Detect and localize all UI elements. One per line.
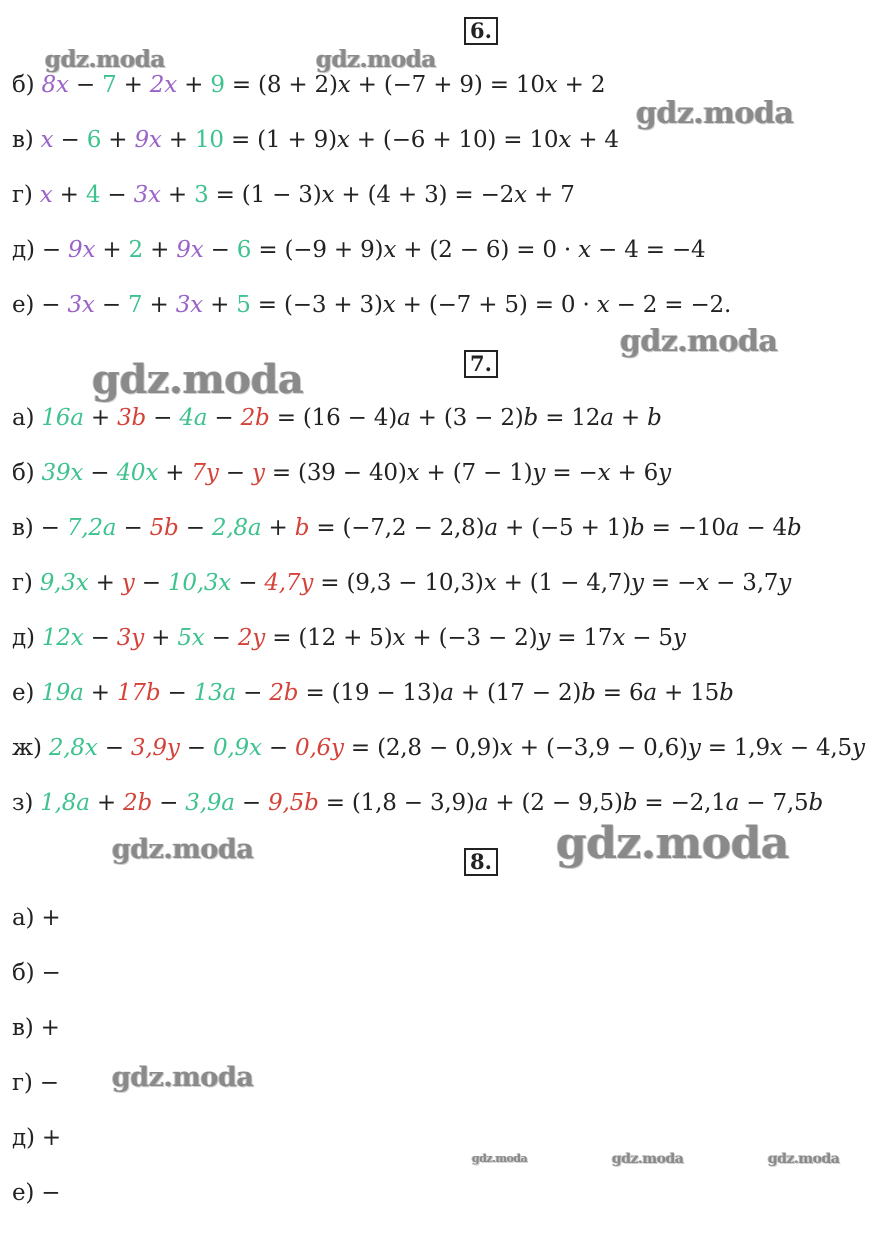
expression-term: −: [261, 735, 296, 761]
expression-term: + (−7 + 9) = 10: [350, 72, 545, 98]
expression-term: 9x: [134, 127, 162, 153]
expression-term: 7y: [191, 460, 219, 486]
expression-term: y: [631, 570, 644, 596]
expression-term: + 7: [526, 182, 575, 208]
expression-term: y: [851, 735, 865, 761]
section-8-number: 8.: [464, 848, 498, 876]
expression-term: 2: [128, 237, 143, 263]
expression-term: + (2 − 9,5): [488, 790, 623, 816]
watermark: gdz.moda: [92, 356, 304, 403]
expression-term: x: [612, 625, 626, 651]
expression-term: = (1 + 9): [223, 127, 337, 153]
expression-term: +: [52, 182, 86, 208]
expression-term: x: [382, 292, 396, 318]
solution-line: [12, 458, 671, 488]
expression-term: −: [178, 515, 212, 541]
expression-term: +: [83, 405, 118, 431]
item-label: в): [12, 127, 41, 153]
expression-term: −: [204, 625, 238, 651]
expression-term: x: [392, 625, 406, 651]
solution-line: [12, 1068, 59, 1098]
item-label: г) −: [12, 1070, 59, 1096]
expression-term: −: [100, 182, 134, 208]
expression-term: +: [89, 790, 124, 816]
expression-term: + (1 − 4,7): [496, 570, 632, 596]
section-7-number: 7.: [464, 350, 498, 378]
expression-term: = (8 + 2): [224, 72, 338, 98]
expression-term: 6: [236, 237, 252, 263]
expression-term: − 5: [625, 625, 673, 651]
expression-term: −: [53, 127, 87, 153]
item-label: з): [12, 790, 41, 816]
expression-term: = 6: [595, 680, 644, 706]
expression-term: x: [336, 127, 350, 153]
expression-term: 17b: [116, 680, 161, 706]
expression-term: = (12 + 5): [265, 625, 393, 651]
expression-term: b: [629, 515, 645, 541]
expression-term: + (2 − 6) = 0 ·: [396, 237, 579, 263]
expression-term: x: [483, 570, 497, 596]
expression-term: 2b: [240, 405, 270, 431]
expression-term: x: [406, 460, 420, 486]
expression-term: x: [596, 292, 610, 318]
expression-term: −: [179, 735, 213, 761]
expression-term: + (−3 − 2): [405, 625, 538, 651]
expression-term: − 4 = −4: [590, 237, 706, 263]
expression-term: +: [160, 182, 195, 208]
expression-term: + (−3,9 − 0,6): [512, 735, 688, 761]
expression-term: 9: [210, 72, 225, 98]
item-label: е) −: [12, 292, 68, 318]
item-label: в) −: [12, 515, 67, 541]
expression-term: + 4: [571, 127, 619, 153]
expression-term: −: [116, 515, 150, 541]
expression-term: +: [613, 405, 648, 431]
expression-term: a: [474, 790, 489, 816]
expression-term: = (−9 + 9): [251, 237, 384, 263]
expression-term: 10,3x: [167, 570, 232, 596]
solution-line: [12, 623, 686, 653]
solution-line: [12, 180, 575, 210]
expression-term: + 15: [656, 680, 720, 706]
expression-term: b: [581, 680, 596, 706]
solution-line: [12, 568, 791, 598]
expression-term: a: [725, 790, 740, 816]
expression-term: = (19 − 13): [298, 680, 441, 706]
solution-line: [12, 513, 802, 543]
expression-term: +: [88, 570, 122, 596]
watermark: gdz.moda: [768, 1151, 840, 1167]
expression-term: −: [134, 570, 168, 596]
solution-line: [12, 958, 61, 988]
watermark: gdz.moda: [112, 834, 254, 865]
expression-term: 2b: [123, 790, 152, 816]
expression-term: 7: [102, 72, 117, 98]
expression-term: 9x: [176, 237, 204, 263]
expression-term: − 7,5: [739, 790, 809, 816]
expression-term: 9x: [68, 237, 96, 263]
expression-term: = (1 − 3): [208, 182, 322, 208]
expression-term: x: [514, 182, 527, 208]
solution-line: [12, 125, 619, 155]
expression-term: +: [95, 237, 129, 263]
expression-term: x: [544, 72, 558, 98]
expression-term: −: [207, 405, 241, 431]
expression-term: = (9,3 − 10,3): [313, 570, 484, 596]
expression-term: 3x: [133, 182, 161, 208]
expression-term: 13a: [193, 680, 237, 706]
expression-term: +: [261, 515, 295, 541]
expression-term: 16a: [41, 405, 84, 431]
expression-term: y: [532, 460, 546, 486]
item-label: б): [12, 460, 42, 486]
solution-line: [12, 403, 662, 433]
expression-term: a: [725, 515, 740, 541]
expression-term: +: [177, 72, 211, 98]
expression-term: 3x: [175, 292, 203, 318]
expression-term: b: [622, 790, 638, 816]
expression-term: b: [523, 405, 539, 431]
section-6-number: 6.: [464, 17, 498, 45]
expression-term: −: [152, 790, 186, 816]
solution-line: [12, 678, 734, 708]
expression-term: − 3,7: [708, 570, 779, 596]
expression-term: y: [778, 570, 792, 596]
expression-term: + 2: [557, 72, 606, 98]
expression-term: 3y: [116, 625, 145, 651]
expression-term: y: [121, 570, 135, 596]
expression-term: + (4 + 3) = −2: [334, 182, 515, 208]
expression-term: + (−6 + 10) = 10: [349, 127, 559, 153]
expression-term: − 4,5: [782, 735, 852, 761]
expression-term: = (1,8 − 3,9): [318, 790, 475, 816]
expression-term: x: [558, 127, 572, 153]
item-label: б) −: [12, 960, 61, 986]
expression-term: y: [658, 460, 671, 486]
expression-term: −: [218, 460, 252, 486]
watermark: gdz.moda: [556, 818, 790, 869]
expression-term: = 1,9: [700, 735, 770, 761]
expression-term: x: [578, 237, 591, 263]
expression-term: 5b: [149, 515, 179, 541]
watermark: gdz.moda: [620, 324, 778, 359]
expression-term: = (−3 + 3): [250, 292, 383, 318]
expression-term: 7: [128, 292, 143, 318]
expression-term: −: [231, 570, 265, 596]
expression-term: = −10: [644, 515, 726, 541]
expression-term: +: [142, 292, 176, 318]
solution-line: [12, 1123, 61, 1153]
expression-term: −: [68, 72, 103, 98]
item-label: е) −: [12, 1180, 61, 1206]
expression-term: x: [696, 570, 709, 596]
expression-term: b: [294, 515, 310, 541]
expression-term: + (7 − 1): [419, 460, 533, 486]
expression-term: +: [101, 127, 135, 153]
item-label: ж): [12, 735, 49, 761]
expression-term: 5x: [177, 625, 205, 651]
expression-term: a: [397, 405, 411, 431]
expression-term: x: [499, 735, 513, 761]
expression-term: +: [202, 292, 237, 318]
expression-term: 2b: [269, 680, 299, 706]
expression-term: 8x: [41, 72, 69, 98]
expression-term: −: [203, 237, 237, 263]
watermark: gdz.moda: [472, 1152, 528, 1165]
expression-term: y: [672, 625, 686, 651]
expression-term: +: [144, 625, 178, 651]
expression-term: a: [484, 515, 498, 541]
expression-term: x: [337, 72, 351, 98]
expression-term: 3b: [117, 405, 147, 431]
expression-term: 4a: [179, 405, 208, 431]
expression-term: 2,8a: [211, 515, 262, 541]
expression-term: + (3 − 2): [410, 405, 524, 431]
expression-term: b: [647, 405, 662, 431]
expression-term: 4: [85, 182, 101, 208]
expression-term: −: [146, 405, 180, 431]
expression-term: +: [161, 127, 195, 153]
expression-term: 1,8a: [40, 790, 90, 816]
expression-term: + 6: [610, 460, 659, 486]
expression-term: b: [787, 515, 802, 541]
expression-term: 12x: [41, 625, 84, 651]
expression-term: = (39 − 40): [264, 460, 407, 486]
expression-term: b: [719, 680, 734, 706]
expression-term: 3,9a: [185, 790, 235, 816]
expression-term: a: [600, 405, 614, 431]
item-label: в) +: [12, 1015, 60, 1041]
expression-term: 40x: [116, 460, 159, 486]
expression-term: −: [234, 790, 269, 816]
expression-term: y: [687, 735, 701, 761]
expression-term: −: [94, 292, 128, 318]
item-label: д) −: [12, 237, 69, 263]
watermark: gdz.moda: [112, 1062, 254, 1093]
expression-term: = −: [545, 460, 598, 486]
expression-term: = −: [643, 570, 697, 596]
item-label: д) +: [12, 1125, 61, 1151]
expression-term: x: [321, 182, 335, 208]
solution-line: [12, 903, 60, 933]
expression-term: b: [808, 790, 823, 816]
expression-term: y: [537, 625, 551, 651]
expression-term: 0,9x: [212, 735, 262, 761]
expression-term: 39x: [41, 460, 84, 486]
expression-term: 9,3x: [39, 570, 89, 596]
expression-term: 5: [236, 292, 251, 318]
expression-term: y: [251, 460, 265, 486]
expression-term: = (−7,2 − 2,8): [309, 515, 485, 541]
item-label: е): [12, 680, 42, 706]
expression-term: − 4: [739, 515, 787, 541]
solution-line: [12, 1178, 60, 1208]
expression-term: 10: [194, 127, 224, 153]
expression-term: x: [383, 237, 397, 263]
expression-term: x: [597, 460, 611, 486]
expression-term: 0,6y: [295, 735, 344, 761]
expression-term: 7,2a: [66, 515, 117, 541]
expression-term: −: [236, 680, 270, 706]
expression-term: 3: [194, 182, 209, 208]
expression-term: −: [160, 680, 194, 706]
watermark: gdz.moda: [45, 46, 165, 73]
expression-term: +: [83, 680, 117, 706]
solution-line: [12, 1013, 60, 1043]
expression-term: 19a: [41, 680, 84, 706]
expression-term: 4,7y: [264, 570, 314, 596]
expression-term: = (2,8 − 0,9): [343, 735, 500, 761]
expression-term: x: [769, 735, 783, 761]
expression-term: −: [83, 625, 117, 651]
expression-term: +: [158, 460, 192, 486]
expression-term: 2y: [237, 625, 266, 651]
expression-term: = 12: [538, 405, 601, 431]
watermark: gdz.moda: [636, 96, 794, 131]
expression-term: = −2,1: [637, 790, 726, 816]
watermark: gdz.moda: [316, 46, 436, 73]
item-label: д): [12, 625, 42, 651]
expression-term: 3x: [67, 292, 95, 318]
expression-term: 2x: [149, 72, 178, 98]
expression-term: a: [440, 680, 454, 706]
solution-line: [12, 235, 705, 265]
expression-term: + (−7 + 5) = 0 ·: [395, 292, 597, 318]
expression-term: + (17 − 2): [453, 680, 582, 706]
expression-term: x: [40, 127, 54, 153]
item-label: г): [12, 570, 40, 596]
item-label: г): [12, 182, 40, 208]
solution-line: [12, 70, 605, 100]
expression-term: 6: [86, 127, 102, 153]
item-label: а) +: [12, 905, 61, 931]
expression-term: + (−5 + 1): [497, 515, 630, 541]
expression-term: +: [142, 237, 177, 263]
expression-term: −: [97, 735, 131, 761]
expression-term: x: [39, 182, 53, 208]
expression-term: = 17: [550, 625, 613, 651]
item-label: а): [12, 405, 42, 431]
item-label: б): [12, 72, 42, 98]
expression-term: a: [643, 680, 657, 706]
expression-term: −: [83, 460, 117, 486]
solution-line: [12, 733, 865, 763]
solution-line: [12, 290, 731, 320]
solution-line: [12, 788, 823, 818]
expression-term: 2,8x: [48, 735, 98, 761]
expression-term: 9,5b: [268, 790, 319, 816]
expression-term: − 2 = −2.: [609, 292, 732, 318]
expression-term: 3,9y: [130, 735, 180, 761]
expression-term: = (16 − 4): [269, 405, 398, 431]
expression-term: +: [116, 72, 150, 98]
watermark: gdz.moda: [612, 1151, 684, 1167]
